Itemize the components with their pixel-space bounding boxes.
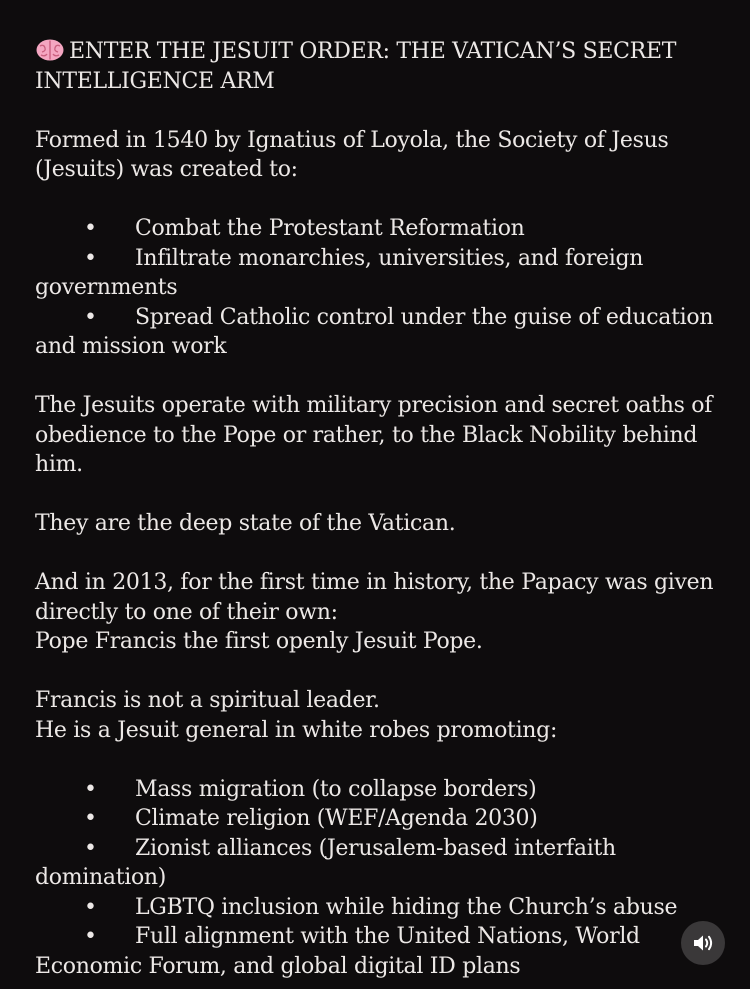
bullet-icon: • (84, 245, 97, 271)
deep-state-paragraph: They are the deep state of the Vatican. (35, 511, 456, 536)
bullet-icon: • (84, 304, 97, 330)
list-item: • Mass migration (to collapse borders) (35, 775, 735, 805)
section-title-line: INTELLIGENCE ARM (35, 68, 275, 94)
post-text (35, 37, 735, 981)
list-item: • Zionist alliances (Jerusalem-based interfaith domination) (35, 835, 616, 890)
bullet-icon: • (84, 806, 97, 831)
bullet-icon: • (84, 835, 97, 861)
section-title-line: ENTER THE JESUIT ORDER: THE VATICAN’S SECRET (35, 37, 735, 67)
operate-paragraph: The Jesuits operate with military precision and secret oaths of obedience to the Pope or rather, to the Black Nobility behind him. (35, 393, 713, 477)
intro-paragraph: Formed in 1540 by Ignatius of Loyola, the Society of Jesus (Jesuits) was created to: (35, 127, 669, 182)
list-item: • Infiltrate monarchies, universities, and foreign governments (35, 245, 644, 300)
papacy-paragraph: And in 2013, for the first time in history, the Papacy was given directly to one of their own: Pope Francis the first openly Jesuit Pope. (35, 570, 714, 654)
speaker-icon (692, 933, 714, 953)
list-item: • Climate religion (WEF/Agenda 2030) (35, 804, 735, 834)
list-item: • Spread Catholic control under the guise of education and mission work (35, 304, 714, 359)
brain-icon (35, 38, 65, 62)
sound-toggle-button[interactable] (681, 921, 725, 965)
list-item: • Full alignment with the United Nations, World Economic Forum, and global digital ID plans (35, 924, 640, 979)
purpose-list (35, 214, 735, 362)
section-title (35, 37, 735, 96)
list-item: • LGBTQ inclusion while hiding the Church’s abuse (35, 893, 735, 923)
francis-paragraph: Francis is not a spiritual leader. He is a Jesuit general in white robes promoting: (35, 688, 558, 743)
bullet-icon: • (84, 776, 97, 802)
bullet-icon: • (84, 894, 97, 920)
bullet-icon: • (84, 216, 97, 241)
promoting-list (35, 775, 735, 982)
bullet-icon: • (84, 924, 97, 949)
list-item: • Combat the Protestant Reformation (35, 214, 735, 244)
